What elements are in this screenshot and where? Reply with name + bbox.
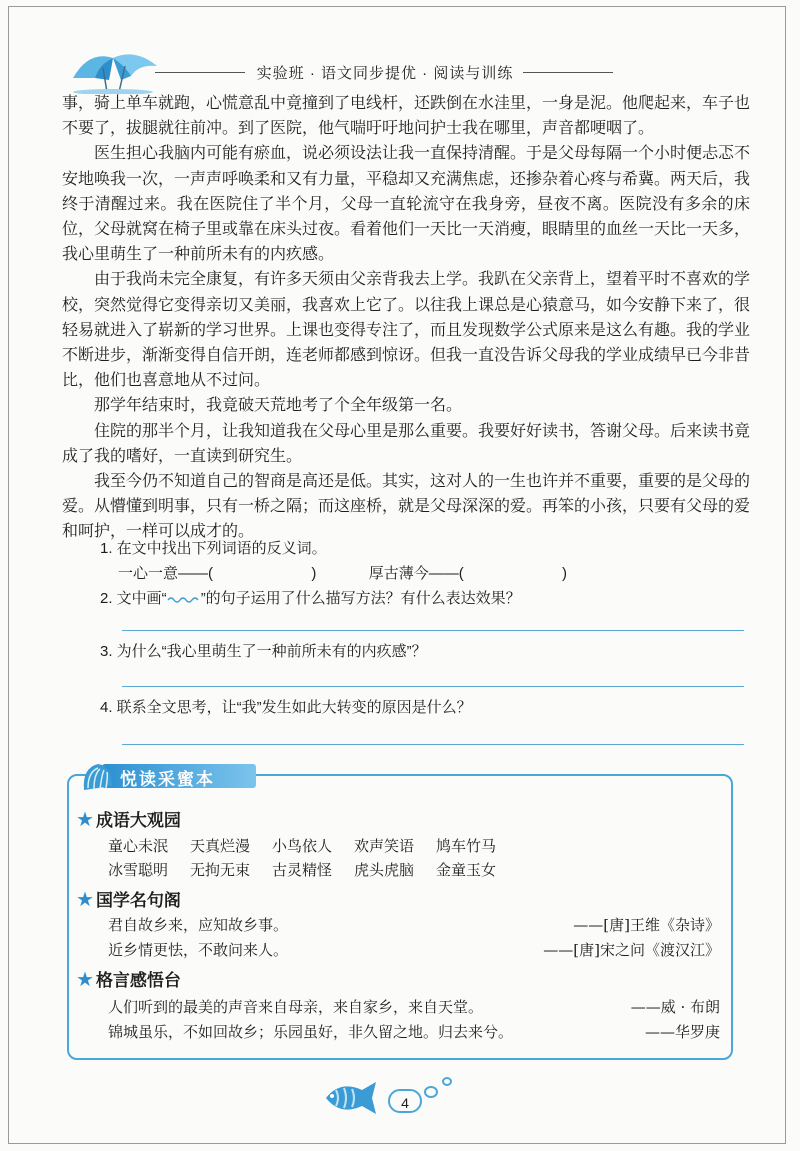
question-2-post: ”的句子运用了什么描写方法？有什么表达效果？ <box>200 590 521 607</box>
star-icon: ★ <box>76 807 94 831</box>
header-title: 实验班 · 语文同步提优 · 阅读与训练 <box>256 65 514 82</box>
star-icon: ★ <box>76 967 94 991</box>
idiom-item: 虎头虎脑 <box>354 861 415 879</box>
idiom-item: 天真烂漫 <box>190 837 251 855</box>
bubble-icon <box>424 1086 438 1098</box>
question-2 <box>100 587 521 608</box>
page-number: 4 <box>388 1089 422 1113</box>
answer-line-4[interactable] <box>122 744 744 745</box>
beach-umbrella-icon <box>65 44 165 94</box>
idioms-section-title: ★ 成语大观园 <box>76 807 181 831</box>
quote-text: 人们听到的最美的声音来自母亲，来自家乡，来自天堂。 <box>108 998 484 1016</box>
classics-section-title: ★ 国学名句阁 <box>76 887 181 911</box>
notes-banner <box>80 760 256 792</box>
quote-text: 君自故乡来，应知故乡事。 <box>108 916 289 934</box>
quote-source: ——华罗庚 <box>644 1023 720 1041</box>
idiom-item: 冰雪聪明 <box>108 861 169 879</box>
idiom-item: 无拘无束 <box>190 861 251 879</box>
classic-quote <box>108 939 720 960</box>
answer-line-2[interactable] <box>122 630 744 631</box>
idiom-item: 古灵精怪 <box>272 861 333 879</box>
quote-text: 锦城虽乐，不如回故乡；乐园虽好，非久留之地。归去来兮。 <box>108 1023 514 1041</box>
passage-paragraph: 住院的那半个月，让我知道我在父母心里是那么重要。我要好好读书，答谢父母。后来读书竟成了我的嗜好，一直读到研究生。 <box>62 420 751 465</box>
question-1-items <box>118 562 567 583</box>
quote-text: 近乡情更怯，不敢问来人。 <box>108 941 289 959</box>
passage-paragraph: 医生担心我脑内可能有瘀血，说必须设法让我一直保持清醒。于是父母每隔一个小时便忐忑不安地唤我一次，一声声呼唤柔和又有力量，平稳却又充满焦虑，还掺杂着心疼与希冀。两天后，我终于清醒过来。我在医院住了半个月，父母一直轮流守在我身旁，昼夜不离。医院没有多余的床位，父母就窝在椅子里或靠在床头过夜。看着他们一天比一天消瘦，眼睛里的血丝一天比一天多，我心里萌生了一种前所未有的内疚感。 <box>62 143 751 264</box>
maxims-section-title: ★ 格言感悟台 <box>76 967 181 991</box>
wavy-underline-icon <box>167 594 201 604</box>
idiom-item: 童心未泯 <box>108 837 169 855</box>
antonym-item-2-label: 厚古薄今——( <box>368 565 464 582</box>
question-1: 1. 在文中找出下列词语的反义词。 <box>100 540 327 557</box>
reading-passage <box>62 90 750 544</box>
antonym-item-1-close: ) <box>311 565 317 582</box>
passage-paragraph: 那学年结束时，我竟破天荒地考了个全年级第一名。 <box>94 395 463 415</box>
answer-line-3[interactable] <box>122 686 744 687</box>
star-icon: ★ <box>76 887 94 911</box>
idiom-item: 鸠车竹马 <box>436 837 497 855</box>
idiom-item: 小鸟依人 <box>272 837 333 855</box>
quote-source: ——[唐]宋之问《渡汉江》 <box>543 941 720 959</box>
banner-title: 悦读采蜜本 <box>120 770 215 789</box>
header-rule-right <box>523 72 613 73</box>
passage-paragraph: 我至今仍不知道自己的智商是高还是低。其实，这对人的一生也许并不重要，重要的是父母的爱。从懵懂到明事，只有一桥之隔；而这座桥，就是父母深深的爱。再笨的小孩，只要有父母的爱和呵护，一样可以成才的。 <box>62 471 751 541</box>
passage-paragraph: 由于我尚未完全康复，有许多天须由父亲背我去上学。我趴在父亲背上，望着平时不喜欢的学校，突然觉得它变得亲切又美丽，我喜欢上它了。以往我上课总是心猿意马，如今安静下来了，很轻易就进入了崭新的学习世界。上课也变得专注了，而且发现数学公式原来是这么有趣。我的学业不断进步，渐渐变得自信开朗，连老师都感到惊讶。但我一直没告诉父母我的学业成绩早已今非昔比，他们也喜意地从不过问。 <box>62 269 751 390</box>
idiom-row <box>108 859 518 880</box>
question-4: 4. 联系全文思考，让“我”发生如此大转变的原因是什么？ <box>100 699 472 716</box>
shell-icon <box>80 760 116 794</box>
question-2-pre: 2. 文中画“ <box>100 590 167 607</box>
classic-quote <box>108 914 720 935</box>
idiom-row <box>108 835 518 856</box>
idiom-item: 欢声笑语 <box>354 837 415 855</box>
quote-source: ——威 · 布朗 <box>630 998 720 1016</box>
passage-paragraph: 事，骑上单车就跑，心慌意乱中竟撞到了电线杆，还跌倒在水洼里，一身是泥。他爬起来，车子也不要了，拔腿就往前冲。到了医院，他气喘吁吁地问护士我在哪里，声音都哽咽了。 <box>62 93 751 138</box>
header-rule-left <box>155 72 245 73</box>
maxim-quote <box>108 1021 720 1042</box>
question-3: 3. 为什么“我心里萌生了一种前所未有的内疚感”？ <box>100 643 427 660</box>
idiom-item: 金童玉女 <box>436 861 497 879</box>
fish-icon <box>318 1078 382 1118</box>
antonym-item-2-close: ) <box>562 565 568 582</box>
quote-source: ——[唐]王维《杂诗》 <box>573 916 720 934</box>
bubble-icon <box>442 1077 452 1086</box>
antonym-item-1-label: 一心一意——( <box>118 565 213 582</box>
maxim-quote <box>108 996 720 1017</box>
